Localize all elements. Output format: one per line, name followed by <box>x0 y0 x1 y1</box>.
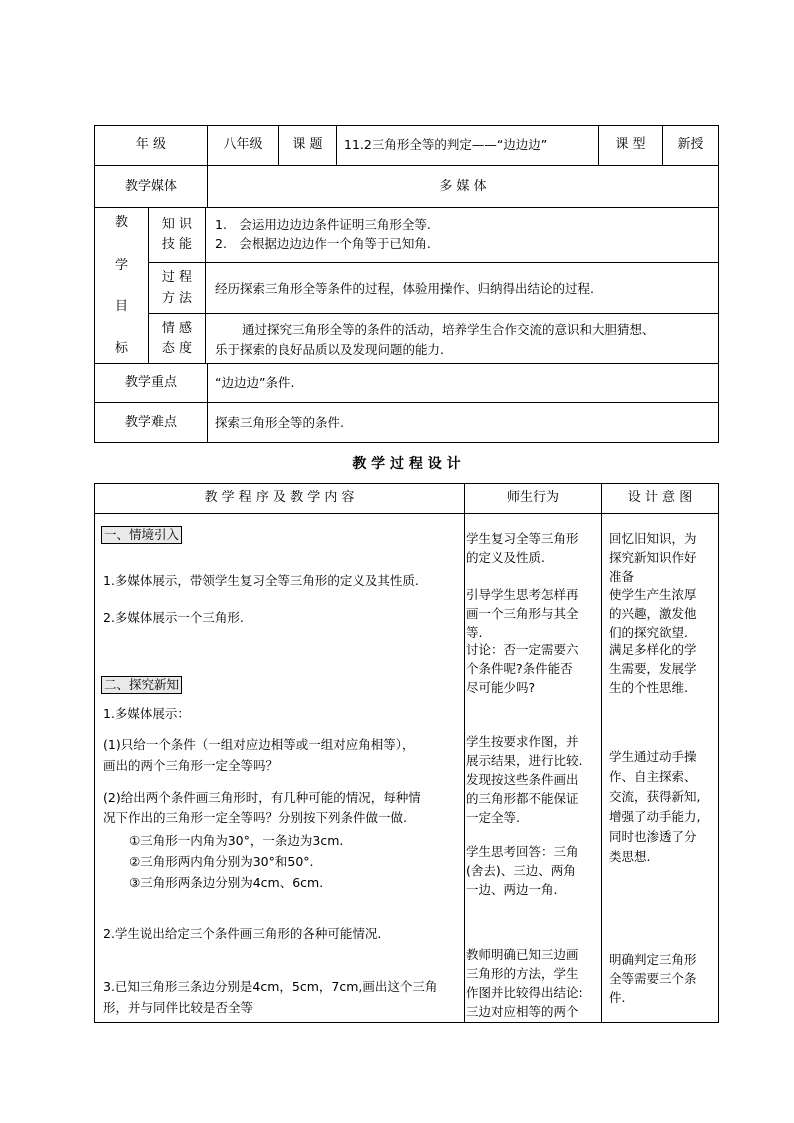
action-line: 个条件呢?条件能否 <box>466 661 573 676</box>
intent-line: 件. <box>609 990 626 1005</box>
difficulty-value: 探索三角形全等的条件. <box>215 415 344 430</box>
question-line: 画出的两个三角形一定全等吗？ <box>103 758 279 773</box>
emotion-label: 态 度 <box>161 341 193 356</box>
action-line: 一边、两边一角. <box>466 882 558 897</box>
action-line: 一定全等. <box>466 810 520 825</box>
action-line: 作图并比较得出结论: <box>466 985 583 1000</box>
media-value: 多 媒 体 <box>439 179 487 194</box>
action-line: 三边对应相等的两个 <box>466 1004 579 1019</box>
type-label: 课 型 <box>615 137 646 152</box>
intent-line: 同时也渗透了分 <box>609 829 697 844</box>
action-line: (舍去)、三边、两角 <box>466 863 576 878</box>
section-title: 教 学 过 程 设 计 <box>352 456 461 472</box>
topic-value: 11.2三角形全等的判定——“边边边” <box>344 137 548 152</box>
intent-line: 满足多样化的学 <box>609 642 697 657</box>
knowledge-label: 知 识 <box>161 217 193 232</box>
action-line: 三角形的方法，学生 <box>466 966 579 981</box>
condition-item: ①三角形一内角为30°，一条边为3cm. <box>129 833 344 848</box>
process-text: 经历探索三角形全等条件的过程，体验用操作、归纳得出结论的过程. <box>215 281 594 296</box>
action-line: 的三角形都不能保证 <box>466 791 579 806</box>
content-item: 1.多媒体展示，带领学生复习全等三角形的定义及其性质. <box>103 573 419 588</box>
knowledge-item: 2. 会根据边边边作一个角等于已知角. <box>215 236 431 251</box>
intent-line: 探究新知识作好 <box>609 550 697 565</box>
condition-item: ③三角形两条边分别为4cm、6cm. <box>129 875 324 890</box>
action-line: 学生思考回答：三角 <box>466 844 579 859</box>
content-item: 1.多媒体展示： <box>103 706 190 721</box>
section-heading-explore: 二、探究新知 <box>101 676 182 694</box>
content-item: 形，并与同伴比较是否全等 <box>103 1000 254 1015</box>
question-line: (1)只给一个条件（一组对应边相等或一组对应角相等）， <box>103 737 415 752</box>
intent-line: 学生通过动手操 <box>609 749 697 764</box>
action-line: 发现按这些条件画出 <box>466 772 579 787</box>
difficulty-label: 教学难点 <box>124 415 177 430</box>
process-label: 方 法 <box>161 291 193 306</box>
intent-line: 们的探究欲望. <box>609 625 688 640</box>
condition-item: ②三角形两内角分别为30°和50°. <box>129 854 314 869</box>
intent-line: 生需要，发展学 <box>609 661 697 676</box>
action-line: 画一个三角形与其全 <box>466 606 579 621</box>
key-label: 教学重点 <box>124 375 177 390</box>
intent-line: 明确判定三角形 <box>609 952 697 967</box>
goals-label-char: 目 <box>114 299 128 314</box>
intent-line: 全等需要三个条 <box>609 971 697 986</box>
goals-label-char: 标 <box>114 341 128 356</box>
action-line: 教师明确已知三边画 <box>466 947 579 962</box>
intent-line: 类思想. <box>609 849 651 864</box>
emotion-line: 乐于探索的良好品质以及发现问题的能力. <box>215 342 444 357</box>
intent-line: 的兴趣，激发他 <box>609 606 697 621</box>
intent-line: 作、自主探索、 <box>609 769 697 784</box>
action-line: 学生按要求作图，并 <box>466 734 579 749</box>
action-line: 引导学生思考怎样再 <box>466 587 579 602</box>
grade-label: 年 级 <box>135 137 167 152</box>
intent-line: 交流，获得新知, <box>609 789 701 804</box>
goals-label-char: 教 <box>114 215 128 230</box>
intent-line: 准备 <box>609 569 635 584</box>
content-item: 2.多媒体展示一个三角形. <box>103 610 244 625</box>
header-intent: 设 计 意 图 <box>627 490 693 505</box>
knowledge-label: 技 能 <box>161 237 193 252</box>
emotion-line: 通过探究三角形全等的条件的活动，培养学生合作交流的意识和大胆猜想、 <box>242 322 655 337</box>
process-label: 过 程 <box>161 270 193 285</box>
media-label: 教学媒体 <box>124 179 177 194</box>
action-line: 讨论：否一定需要六 <box>466 642 579 657</box>
intent-line: 生的个性思维. <box>609 680 688 695</box>
action-line: 等. <box>466 625 483 640</box>
action-line: 学生复习全等三角形 <box>466 531 579 546</box>
type-value: 新授 <box>677 137 704 152</box>
topic-label: 课 题 <box>292 137 323 152</box>
question-line: 况下作出的三角形一定全等吗？分别按下列条件做一做. <box>103 810 407 825</box>
knowledge-item: 1. 会运用边边边条件证明三角形全等. <box>215 217 431 232</box>
emotion-label: 情 感 <box>161 321 193 336</box>
action-line: 的定义及性质. <box>466 550 545 565</box>
goals-label-char: 学 <box>114 258 128 273</box>
content-item: 3.已知三角形三条边分别是4cm，5cm，7cm,画出这个三角 <box>103 979 438 994</box>
intent-line: 增强了动手能力, <box>609 809 701 824</box>
content-item: 2.学生说出给定三个条件画三角形的各种可能情况. <box>103 926 382 941</box>
question-line: (2)给出两个条件画三角形时，有几种可能的情况，每种情 <box>103 790 421 805</box>
action-line: 展示结果，进行比较. <box>466 753 583 768</box>
grade-value: 八年级 <box>223 137 263 152</box>
section-heading-intro: 一、情境引入 <box>101 526 182 544</box>
header-action: 师生行为 <box>506 490 559 505</box>
intent-line: 回忆旧知识，为 <box>609 531 697 546</box>
header-content: 教 学 程 序 及 教 学 内 容 <box>204 490 355 505</box>
action-line: 尽可能少吗? <box>466 680 536 695</box>
intent-line: 使学生产生浓厚 <box>609 587 697 602</box>
key-value: “边边边”条件. <box>215 375 295 390</box>
